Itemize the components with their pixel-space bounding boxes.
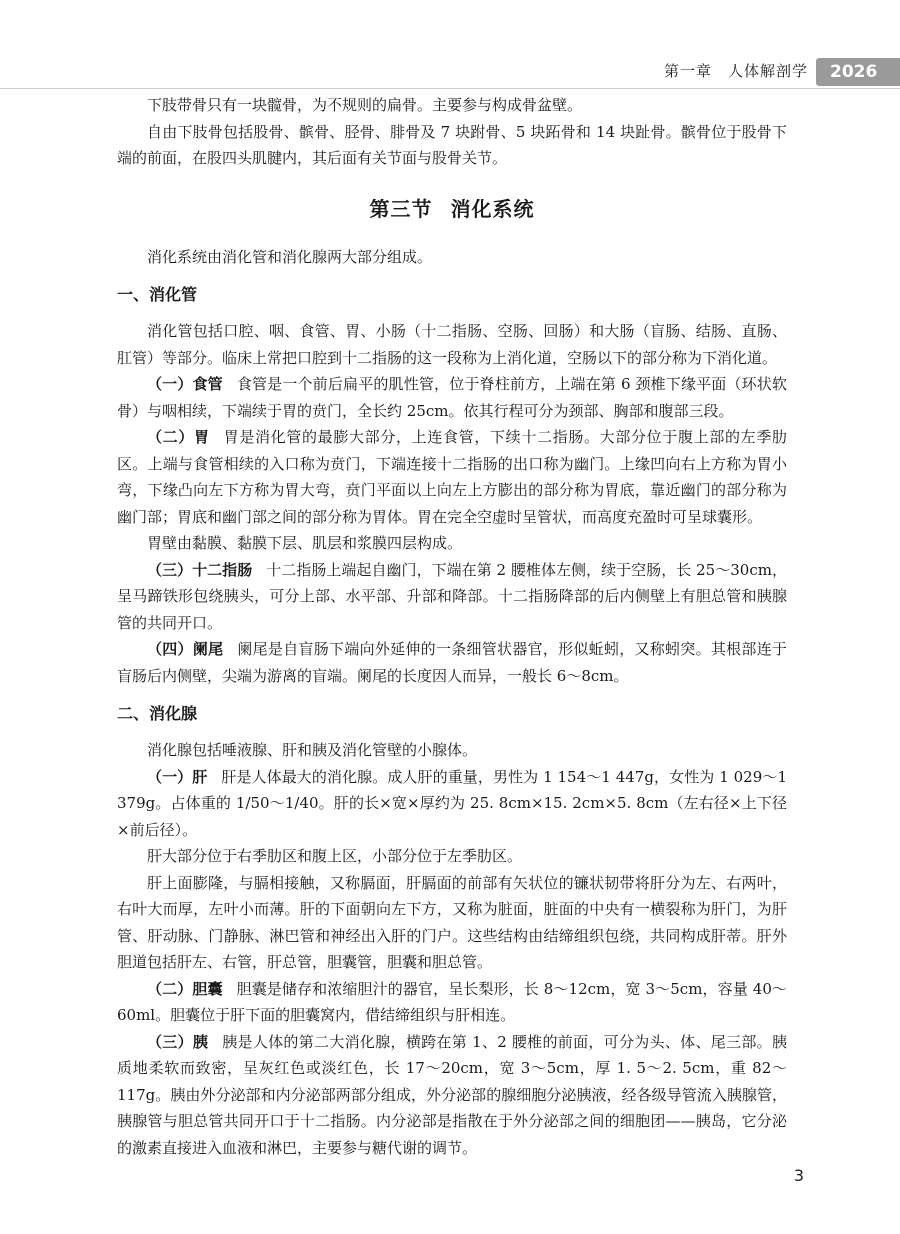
paragraph-gallbladder (117, 976, 787, 1029)
paragraph: 肝大部分位于右季肋区和腹上区，小部分位于左季肋区。 (147, 847, 523, 865)
section-number: 第三节 (369, 196, 433, 221)
page-body (117, 92, 787, 1161)
paragraph-esophagus (117, 371, 787, 424)
paragraph-duodenum (117, 557, 787, 637)
paragraph: 自由下肢骨包括股骨、髌骨、胫骨、腓骨及 7 块跗骨、5 块跖骨和 14 块趾骨。髌骨位于股骨下端的前面，在股四头肌腱内，其后面有关节面与股骨关节。 (117, 122, 787, 167)
page-number: 3 (793, 1166, 804, 1185)
paragraph-pancreas (117, 1029, 787, 1162)
running-header (0, 58, 900, 89)
subheading-esophagus: （一）食管 (147, 375, 223, 393)
section-title (117, 194, 787, 224)
paragraph-liver (117, 764, 787, 844)
section-name: 消化系统 (450, 196, 535, 221)
paragraph: 消化腺包括唾液腺、肝和胰及消化管壁的小腺体。 (147, 741, 478, 759)
year-badge: 2026 (816, 58, 900, 86)
paragraph: 胃壁由黏膜、黏膜下层、肌层和浆膜四层构成。 (147, 534, 463, 552)
paragraph: 下肢带骨只有一块髋骨，为不规则的扁骨。主要参与构成骨盆壁。 (147, 96, 583, 114)
paragraph-stomach (117, 424, 787, 530)
paragraph: 肝上面膨隆，与膈相接触，又称膈面，肝膈面的前部有矢状位的镰状韧带将肝分为左、右两叶，右叶大而厚，左叶小而薄。肝的下面朝向左下方，又称为脏面，脏面的中央有一横裂称为肝门，为肝管、肝动脉、门静脉、淋巴管和神经出入肝的门户。这些结构由结缔组织包绕，共同构成肝蒂。肝外胆道包括肝左、右管，肝总管，胆囊管，胆囊和胆总管。 (117, 873, 787, 971)
paragraph: 消化管包括口腔、咽、食管、胃、小肠（十二指肠、空肠、回肠）和大肠（盲肠、结肠、直肠、肛管）等部分。临床上常把口腔到十二指肠的这一段称为上消化道，空肠以下的部分称为下消化道。 (117, 322, 787, 367)
subheading-duodenum: （三）十二指肠 (147, 560, 253, 579)
paragraph-appendix (117, 636, 787, 689)
paragraph: 消化系统由消化管和消化腺两大部分组成。 (147, 247, 433, 266)
paragraph-text: 食管是一个前后扁平的肌性管，位于脊柱前方，上端在第 6 颈椎下缘平面（环状软骨）与咽相续，下端续于胃的贲门，全长约 25cm。依其行程可分为颈部、胸部和腹部三段。 (117, 375, 787, 420)
paragraph-text: 胰是人体的第二大消化腺，横跨在第 1、2 腰椎的前面，可分为头、体、尾三部。胰质地柔软而致密，呈灰红色或淡红色，长 17～20cm，宽 3～5cm，厚 1. 5～2. 5cm，重 82～117g。胰由外分泌部和内分泌部两部分组成，外分泌部的腺细胞分泌胰液，经各级导管流入胰腺管，胰腺管与胆总管共同开口于十二指肠。内分泌部是指散在于外分泌部之间的细胞团——胰岛，它分泌的激素直接进入血液和淋巴，主要参与糖代谢的调节。 (117, 1032, 787, 1157)
heading-digestive-glands: 二、消化腺 (117, 704, 198, 723)
subheading-stomach: （二）胃 (147, 428, 210, 446)
paragraph-text: 胆囊是储存和浓缩胆汁的器官，呈长梨形，长 8～12cm，宽 3～5cm，容量 40～60ml。胆囊位于肝下面的胆囊窝内，借结缔组织与肝相连。 (117, 979, 787, 1024)
paragraph-text: 阑尾是自盲肠下端向外延伸的一条细管状器官，形似蚯蚓，又称蚓突。其根部连于盲肠后内侧壁，尖端为游离的盲端。阑尾的长度因人而异，一般长 6～8cm。 (117, 640, 787, 685)
paragraph-text: 肝是人体最大的消化腺。成人肝的重量，男性为 1 154～1 447g，女性为 1 029～1 379g。占体重的 1/50～1/40。肝的长×宽×厚约为 25. 8cm×15. 2cm×5. 8cm（左右径×上下径×前后径）。 (117, 767, 787, 839)
paragraph-text: 十二指肠上端起自幽门，下端在第 2 腰椎体左侧，续于空肠，长 25～30cm，呈马蹄铁形包绕胰头，可分上部、水平部、升部和降部。十二指肠降部的后内侧壁上有胆总管和胰腺管的共同开口。 (117, 560, 787, 632)
subheading-liver: （一）肝 (147, 767, 208, 786)
chapter-title: 第一章 人体解剖学 (663, 62, 808, 80)
subheading-appendix: （四）阑尾 (147, 640, 224, 658)
heading-digestive-tract: 一、消化管 (117, 285, 198, 304)
paragraph-text: 胃是消化管的最膨大部分，上连食管，下续十二指肠。大部分位于腹上部的左季肋区。上端与食管相续的入口称为贲门，下端连接十二指肠的出口称为幽门。上缘凹向右上方称为胃小弯，下缘凸向左下方称为胃大弯，贲门平面以上向左上方膨出的部分称为胃底，靠近幽门的部分称为幽门部；胃底和幽门部之间的部分称为胃体。胃在完全空虚时呈管状，而高度充盈时可呈球囊形。 (117, 428, 787, 526)
subheading-gallbladder: （二）胆囊 (147, 979, 223, 998)
subheading-pancreas: （三）胰 (147, 1032, 209, 1051)
